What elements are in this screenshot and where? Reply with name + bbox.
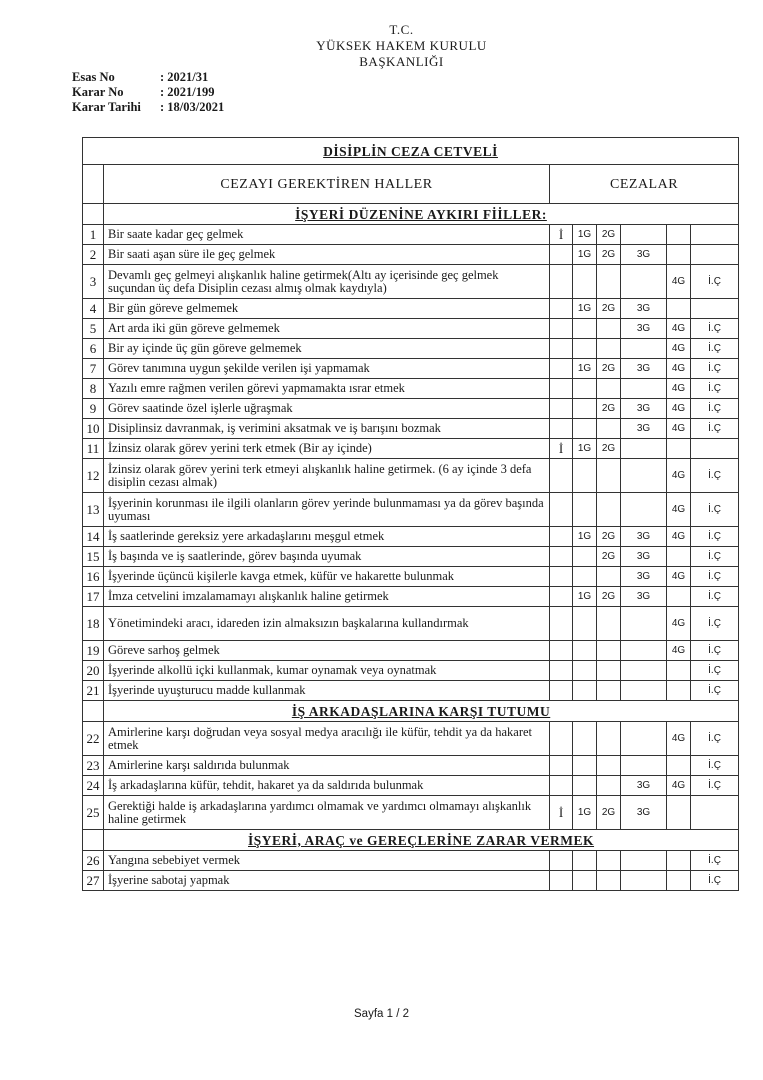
penalty-cell [667, 439, 691, 459]
penalty-cell [621, 439, 667, 459]
penalty-cell: 4G [667, 359, 691, 379]
penalty-cell: 1G [573, 359, 597, 379]
row-description: Göreve sarhoş gelmek [104, 641, 550, 661]
penalty-cell [621, 225, 667, 245]
penalty-cell [550, 419, 573, 439]
penalty-cell [621, 379, 667, 399]
penalty-cell [597, 776, 621, 796]
row-number: 5 [83, 319, 104, 339]
penalty-cell [573, 722, 597, 756]
penalty-cell [597, 459, 621, 493]
penalty-cell: 4G [667, 493, 691, 527]
penalty-cell: 3G [621, 547, 667, 567]
penalty-cell [621, 459, 667, 493]
table-row [83, 547, 739, 567]
table-row [83, 527, 739, 547]
penalty-cell [550, 547, 573, 567]
row-number: 10 [83, 419, 104, 439]
row-number: 25 [83, 796, 104, 830]
row-number: 4 [83, 299, 104, 319]
penalty-cell [550, 871, 573, 891]
penalty-cell: 3G [621, 359, 667, 379]
penalty-cell: 4G [667, 319, 691, 339]
row-number: 22 [83, 722, 104, 756]
penalty-cell [691, 225, 739, 245]
penalty-cell [573, 547, 597, 567]
table-row [83, 796, 739, 830]
penalty-cell [621, 851, 667, 871]
section-header-row [83, 204, 739, 225]
penalty-cell: 1G [573, 299, 597, 319]
penalty-cell: 1G [573, 796, 597, 830]
section-title: İŞYERİ DÜZENİNE AYKIRI FİİLLER: [104, 204, 739, 225]
penalty-cell [573, 607, 597, 641]
penalty-cell [573, 399, 597, 419]
row-description: Yangına sebebiyet vermek [104, 851, 550, 871]
row-description: Art arda iki gün göreve gelmemek [104, 319, 550, 339]
row-number: 6 [83, 339, 104, 359]
penalty-cell: İ.Ç [691, 319, 739, 339]
meta-value: : 2021/31 [160, 70, 209, 84]
penalty-cell [573, 661, 597, 681]
penalty-cell [597, 681, 621, 701]
penalty-cell [550, 265, 573, 299]
penalty-cell [573, 265, 597, 299]
penalty-cell: 3G [621, 245, 667, 265]
penalty-cell [621, 756, 667, 776]
row-number: 21 [83, 681, 104, 701]
penalty-cell [691, 299, 739, 319]
penalty-cell: 4G [667, 459, 691, 493]
row-number: 8 [83, 379, 104, 399]
penalty-cell [621, 493, 667, 527]
row-number: 18 [83, 607, 104, 641]
row-description: İşyerinde uyuşturucu madde kullanmak [104, 681, 550, 701]
table-row [83, 379, 739, 399]
table-row [83, 871, 739, 891]
penalty-cell: İ.Ç [691, 527, 739, 547]
table-row [83, 756, 739, 776]
table-row [83, 399, 739, 419]
penalty-cell: 4G [667, 607, 691, 641]
table-row [83, 359, 739, 379]
penalty-cell [597, 722, 621, 756]
row-description: Devamlı geç gelmeyi alışkanlık haline getirmek(Altı ay içerisinde geç gelmek suçundan üç defa Disiplin cezası almış olmak kaydıyla) [104, 265, 550, 299]
penalty-cell [550, 359, 573, 379]
penalty-cell: 2G [597, 225, 621, 245]
table-row [83, 681, 739, 701]
penalty-cell: 2G [597, 796, 621, 830]
penalty-cell [691, 245, 739, 265]
penalty-cell: 4G [667, 339, 691, 359]
penalty-cell: İ.Ç [691, 851, 739, 871]
penalty-cell [597, 493, 621, 527]
penalty-cell [573, 851, 597, 871]
section-blank [83, 701, 104, 722]
table-title: DİSİPLİN CEZA CETVELİ [83, 138, 739, 165]
penalty-cell [573, 681, 597, 701]
penalty-cell [550, 851, 573, 871]
meta-row [72, 70, 224, 85]
penalty-cell [550, 661, 573, 681]
table-row [83, 641, 739, 661]
row-description: Gerektiği halde iş arkadaşlarına yardımcı olmamak ve yardımcı olmamayı alışkanlık haline getirmek [104, 796, 550, 830]
penalty-cell [573, 419, 597, 439]
table-row [83, 245, 739, 265]
penalty-cell [550, 681, 573, 701]
row-description: Bir saati aşan süre ile geç gelmek [104, 245, 550, 265]
penalty-cell [597, 339, 621, 359]
penalty-cell [550, 299, 573, 319]
row-number: 15 [83, 547, 104, 567]
meta-row [72, 85, 224, 100]
penalty-cell [621, 681, 667, 701]
cases-column-header: CEZAYI GEREKTİREN HALLER [104, 165, 550, 204]
penalty-cell [550, 493, 573, 527]
penalty-cell [667, 851, 691, 871]
header-institution: YÜKSEK HAKEM KURULU [316, 38, 487, 53]
row-number: 26 [83, 851, 104, 871]
table-row [83, 459, 739, 493]
penalty-cell [621, 607, 667, 641]
penalty-cell [621, 339, 667, 359]
penalty-cell [550, 776, 573, 796]
penalty-cell [597, 379, 621, 399]
penalty-cell: İ.Ç [691, 587, 739, 607]
row-number: 23 [83, 756, 104, 776]
penalty-cell [597, 419, 621, 439]
penalty-cell: 1G [573, 245, 597, 265]
row-description: Amirlerine karşı doğrudan veya sosyal medya aracılığı ile küfür, tehdit ya da hakaret etmek [104, 722, 550, 756]
penalty-cell [550, 567, 573, 587]
penalty-cell: 2G [597, 299, 621, 319]
penalty-cell: 3G [621, 527, 667, 547]
penalty-cell [550, 399, 573, 419]
table-title-row [83, 138, 739, 165]
table-row [83, 851, 739, 871]
penalty-cell [573, 339, 597, 359]
row-description: Amirlerine karşı saldırıda bulunmak [104, 756, 550, 776]
table-row [83, 439, 739, 459]
row-description: İzinsiz olarak görev yerini terk etmeyi alışkanlık haline getirmek. (6 ay içinde 3 defa disiplin cezası almak) [104, 459, 550, 493]
row-number: 17 [83, 587, 104, 607]
penalty-cell [597, 607, 621, 641]
row-description: Bir gün göreve gelmemek [104, 299, 550, 319]
table-header-row [83, 165, 739, 204]
meta-row [72, 100, 224, 115]
penalty-cell [573, 641, 597, 661]
row-description: Görev tanımına uygun şekilde verilen işi yapmamak [104, 359, 550, 379]
table-row [83, 587, 739, 607]
table-row [83, 567, 739, 587]
penalty-cell [691, 796, 739, 830]
table-row [83, 419, 739, 439]
penalty-cell: 1G [573, 587, 597, 607]
row-description: Disiplinsiz davranmak, iş verimini aksatmak ve iş barışını bozmak [104, 419, 550, 439]
penalty-cell: İ.Ç [691, 776, 739, 796]
penalty-cell: 3G [621, 399, 667, 419]
penalty-cell: İ.Ç [691, 359, 739, 379]
penalty-cell: 3G [621, 419, 667, 439]
penalty-cell: 4G [667, 776, 691, 796]
penalty-cell: 4G [667, 379, 691, 399]
penalty-cell: 1G [573, 225, 597, 245]
section-title: İŞ ARKADAŞLARINA KARŞI TUTUMU [104, 701, 739, 722]
row-number: 27 [83, 871, 104, 891]
penalty-cell [550, 245, 573, 265]
penalty-cell [573, 567, 597, 587]
penalty-cell: 4G [667, 419, 691, 439]
penalty-cell: 4G [667, 399, 691, 419]
row-description: İşyerinin korunması ile ilgili olanların görev yerinde bulunmaması ya da görev başında uyuması [104, 493, 550, 527]
page-number: Sayfa 1 / 2 [354, 1008, 409, 1020]
row-description: Görev saatinde özel işlerle uğraşmak [104, 399, 550, 419]
penalty-cell: 2G [597, 527, 621, 547]
penalty-cell: İ.Ç [691, 871, 739, 891]
meta-label: Karar No [72, 85, 124, 99]
table-row [83, 265, 739, 299]
penalty-cell: 4G [667, 527, 691, 547]
row-description: İşyerine sabotaj yapmak [104, 871, 550, 891]
penalty-cell: İ.Ç [691, 379, 739, 399]
penalty-cell [573, 776, 597, 796]
row-number: 19 [83, 641, 104, 661]
row-number: 12 [83, 459, 104, 493]
penalty-cell [597, 756, 621, 776]
penalty-cell [573, 379, 597, 399]
penalty-cell: 2G [597, 547, 621, 567]
penalty-cell [550, 756, 573, 776]
penalty-cell [597, 265, 621, 299]
penalty-cell: 3G [621, 319, 667, 339]
header-tc: T.C. [389, 22, 414, 37]
table-row [83, 493, 739, 527]
penalty-cell [573, 459, 597, 493]
penalty-cell [550, 459, 573, 493]
header-blank [83, 165, 104, 204]
penalty-cell: İ.Ç [691, 641, 739, 661]
row-number: 3 [83, 265, 104, 299]
penalty-cell [550, 722, 573, 756]
section-blank [83, 830, 104, 851]
row-number: 13 [83, 493, 104, 527]
row-number: 2 [83, 245, 104, 265]
penalty-cell [667, 587, 691, 607]
table-row [83, 661, 739, 681]
penalty-cell: İ [550, 796, 573, 830]
penalty-cell [550, 587, 573, 607]
penalty-cell: 4G [667, 265, 691, 299]
penalty-cell [667, 245, 691, 265]
row-number: 20 [83, 661, 104, 681]
penalty-cell [597, 851, 621, 871]
meta-value: : 18/03/2021 [160, 100, 225, 114]
penalty-cell [550, 641, 573, 661]
section-header-row [83, 701, 739, 722]
table-row [83, 776, 739, 796]
penalty-cell [667, 871, 691, 891]
penalty-cell: 4G [667, 722, 691, 756]
penalty-cell [667, 299, 691, 319]
penalty-cell: İ.Ç [691, 339, 739, 359]
penalty-cell [667, 681, 691, 701]
penalty-cell: 4G [667, 641, 691, 661]
penalty-cell: İ.Ç [691, 756, 739, 776]
row-number: 1 [83, 225, 104, 245]
penalty-cell: 4G [667, 567, 691, 587]
penalty-cell: İ.Ç [691, 265, 739, 299]
penalty-cell: 3G [621, 567, 667, 587]
penalty-cell: İ.Ç [691, 681, 739, 701]
row-description: İş saatlerinde gereksiz yere arkadaşlarını meşgul etmek [104, 527, 550, 547]
penalty-cell [691, 439, 739, 459]
table-row [83, 722, 739, 756]
table-row [83, 607, 739, 641]
penalty-cell: İ.Ç [691, 547, 739, 567]
penalty-cell: İ.Ç [691, 607, 739, 641]
row-description: İş arkadaşlarına küfür, tehdit, hakaret ya da saldırıda bulunmak [104, 776, 550, 796]
row-number: 7 [83, 359, 104, 379]
penalty-cell [573, 756, 597, 776]
section-title: İŞYERİ, ARAÇ ve GEREÇLERİNE ZARAR VERMEK [104, 830, 739, 851]
penalty-table [82, 137, 739, 891]
penalty-cell [597, 641, 621, 661]
penalty-cell: İ.Ç [691, 459, 739, 493]
penalty-cell [621, 722, 667, 756]
row-description: Yazılı emre rağmen verilen görevi yapmamakta ısrar etmek [104, 379, 550, 399]
penalty-cell [597, 319, 621, 339]
penalty-cell [550, 339, 573, 359]
row-number: 14 [83, 527, 104, 547]
case-metadata [72, 70, 224, 115]
row-description: İş başında ve iş saatlerinde, görev başında uyumak [104, 547, 550, 567]
penalty-cell [667, 547, 691, 567]
penalty-cell: İ.Ç [691, 399, 739, 419]
penalties-column-header: CEZALAR [550, 165, 739, 204]
penalty-cell [621, 661, 667, 681]
meta-value: : 2021/199 [160, 85, 215, 99]
penalty-cell [621, 265, 667, 299]
penalty-cell: İ.Ç [691, 567, 739, 587]
penalty-cell [667, 661, 691, 681]
penalty-cell [597, 871, 621, 891]
penalty-cell [573, 493, 597, 527]
table-row [83, 339, 739, 359]
penalty-cell [667, 756, 691, 776]
penalty-cell [550, 379, 573, 399]
penalty-cell: 2G [597, 439, 621, 459]
header-presidency: BAŞKANLIĞI [359, 54, 444, 69]
penalty-cell: İ.Ç [691, 419, 739, 439]
penalty-cell [573, 871, 597, 891]
row-number: 24 [83, 776, 104, 796]
penalty-cell: 1G [573, 527, 597, 547]
row-number: 11 [83, 439, 104, 459]
penalty-cell [667, 796, 691, 830]
penalty-cell [550, 607, 573, 641]
penalty-cell: İ.Ç [691, 661, 739, 681]
penalty-cell [597, 661, 621, 681]
penalty-cell: 2G [597, 245, 621, 265]
penalty-cell: 2G [597, 587, 621, 607]
penalty-cell: 3G [621, 796, 667, 830]
penalty-cell: 2G [597, 359, 621, 379]
row-description: Bir saate kadar geç gelmek [104, 225, 550, 245]
penalty-cell [667, 225, 691, 245]
penalty-cell: İ [550, 225, 573, 245]
row-description: Yönetimindeki aracı, idareden izin almaksızın başkalarına kullandırmak [104, 607, 550, 641]
row-description: İzinsiz olarak görev yerini terk etmek (Bir ay içinde) [104, 439, 550, 459]
row-number: 16 [83, 567, 104, 587]
meta-label: Karar Tarihi [72, 100, 141, 114]
row-description: İşyerinde alkollü içki kullanmak, kumar oynamak veya oynatmak [104, 661, 550, 681]
penalty-cell: 1G [573, 439, 597, 459]
penalty-cell [621, 641, 667, 661]
penalty-cell: 3G [621, 587, 667, 607]
table-row [83, 299, 739, 319]
penalty-cell [597, 567, 621, 587]
section-header-row [83, 830, 739, 851]
penalty-cell: İ.Ç [691, 493, 739, 527]
row-description: İşyerinde üçüncü kişilerle kavga etmek, küfür ve hakarette bulunmak [104, 567, 550, 587]
section-blank [83, 204, 104, 225]
table-row [83, 225, 739, 245]
table-row [83, 319, 739, 339]
meta-label: Esas No [72, 70, 115, 84]
penalty-cell [550, 319, 573, 339]
document-header [0, 22, 763, 70]
penalty-cell: 2G [597, 399, 621, 419]
row-number: 9 [83, 399, 104, 419]
penalty-cell [573, 319, 597, 339]
penalty-cell [550, 527, 573, 547]
row-description: Bir ay içinde üç gün göreve gelmemek [104, 339, 550, 359]
penalty-cell: 3G [621, 299, 667, 319]
penalty-cell: İ.Ç [691, 722, 739, 756]
penalty-cell: İ [550, 439, 573, 459]
penalty-cell: 3G [621, 776, 667, 796]
penalty-cell [621, 871, 667, 891]
row-description: İmza cetvelini imzalamamayı alışkanlık haline getirmek [104, 587, 550, 607]
